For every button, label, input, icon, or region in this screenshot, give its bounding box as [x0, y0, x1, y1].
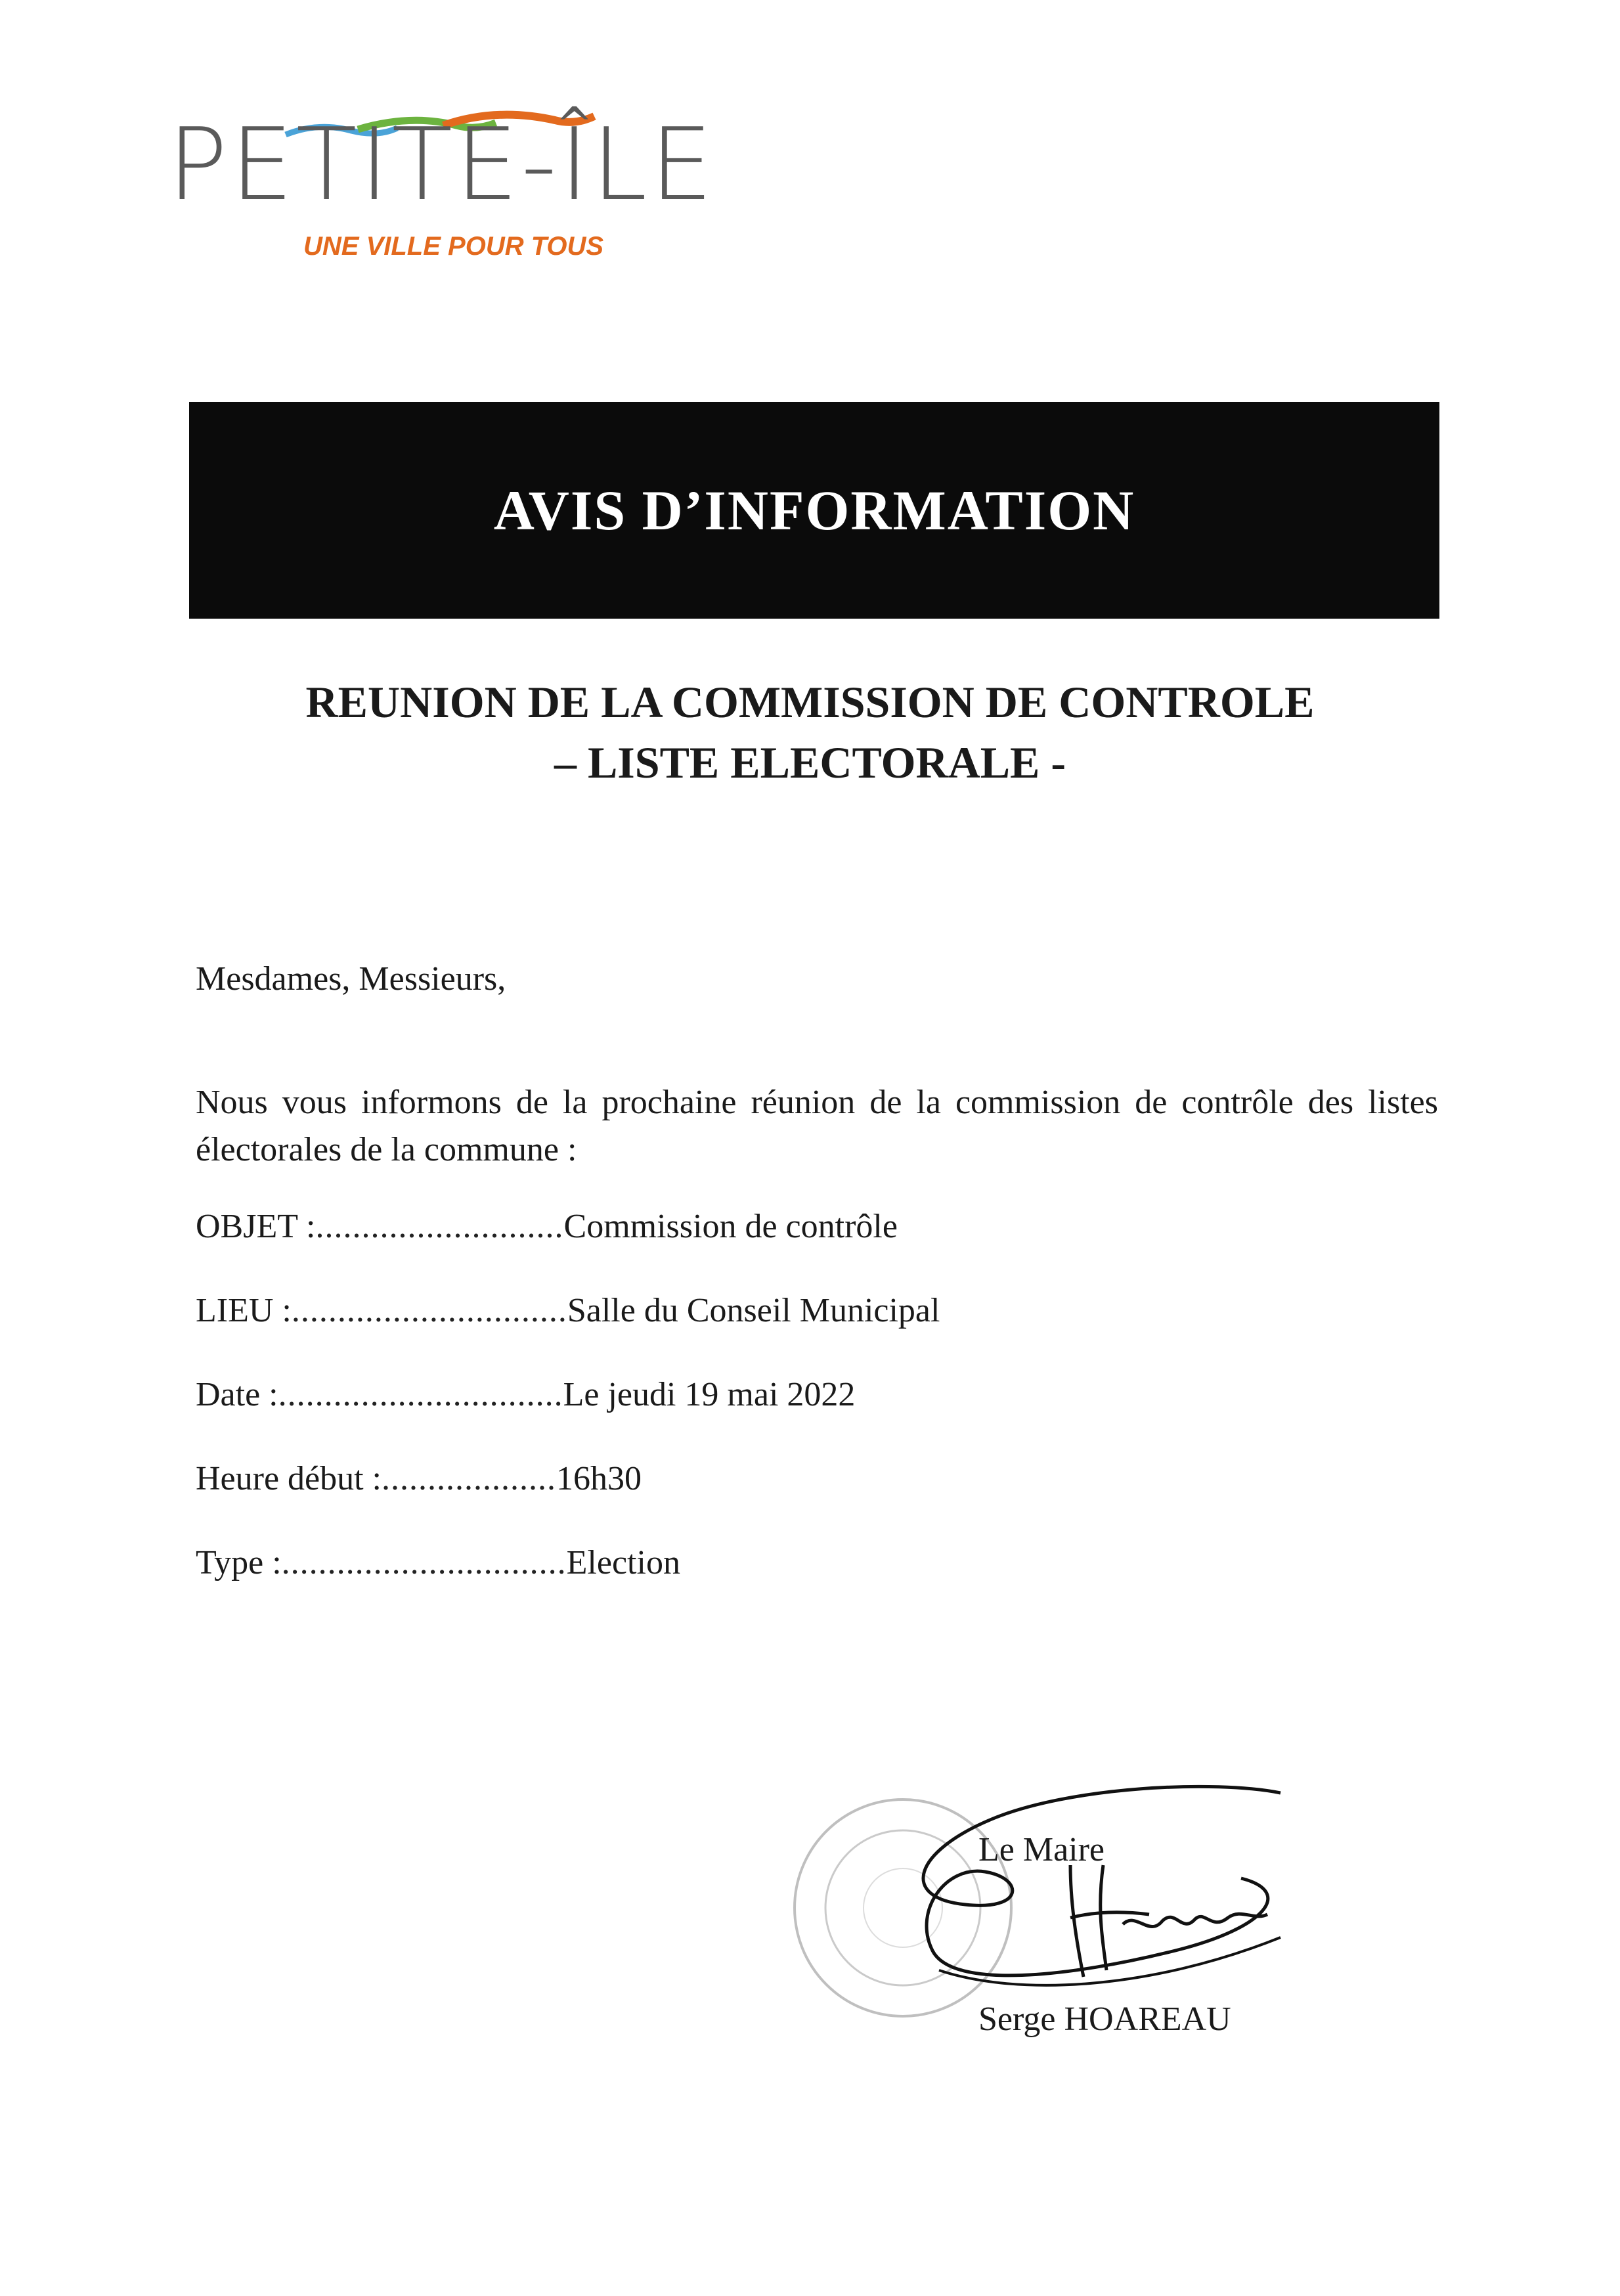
- banner-title: AVIS D’INFORMATION: [493, 479, 1135, 542]
- logo-tagline: UNE VILLE POUR TOUS: [303, 232, 604, 261]
- detail-label: Type :: [196, 1544, 282, 1581]
- detail-value: 16h30: [556, 1460, 642, 1497]
- detail-value: Commission de contrôle: [563, 1208, 898, 1245]
- handwritten-signature-icon: [873, 1780, 1307, 2029]
- detail-row-type: [196, 1543, 680, 1582]
- title-banner: [189, 402, 1439, 619]
- detail-dots: ...................: [382, 1460, 557, 1497]
- detail-label: LIEU :: [196, 1292, 292, 1329]
- detail-dots: ...............................: [278, 1376, 563, 1413]
- subtitle-line-1: REUNION DE LA COMMISSION DE CONTROLE: [305, 677, 1315, 727]
- detail-label: Date :: [196, 1376, 278, 1413]
- detail-label: OBJET :: [196, 1208, 316, 1245]
- detail-dots: ...........................: [315, 1208, 564, 1245]
- greeting: Mesdames, Messieurs,: [196, 960, 506, 998]
- detail-row-heure: [196, 1459, 642, 1498]
- detail-dots: ..............................: [291, 1292, 567, 1329]
- detail-value: Salle du Conseil Municipal: [567, 1292, 940, 1329]
- detail-row-lieu: [196, 1291, 940, 1330]
- detail-row-objet: [196, 1207, 898, 1246]
- detail-label: Heure début :: [196, 1460, 382, 1497]
- logo-name: PETITE-ÎLE: [167, 106, 716, 223]
- intro-paragraph: Nous vous informons de la prochaine réunion de la commission de contrôle des listes électorales de la commune :: [196, 1084, 1438, 1168]
- subtitle-line-2: – LISTE ELECTORALE -: [554, 738, 1066, 787]
- signature-title: Le Maire: [978, 1831, 1105, 1868]
- detail-value: Election: [566, 1544, 680, 1581]
- detail-row-date: [196, 1375, 855, 1414]
- detail-dots: ...............................: [281, 1544, 567, 1581]
- municipality-logo: [167, 106, 716, 273]
- signatory-name: Serge HOAREAU: [978, 2000, 1231, 2038]
- detail-value: Le jeudi 19 mai 2022: [563, 1376, 856, 1413]
